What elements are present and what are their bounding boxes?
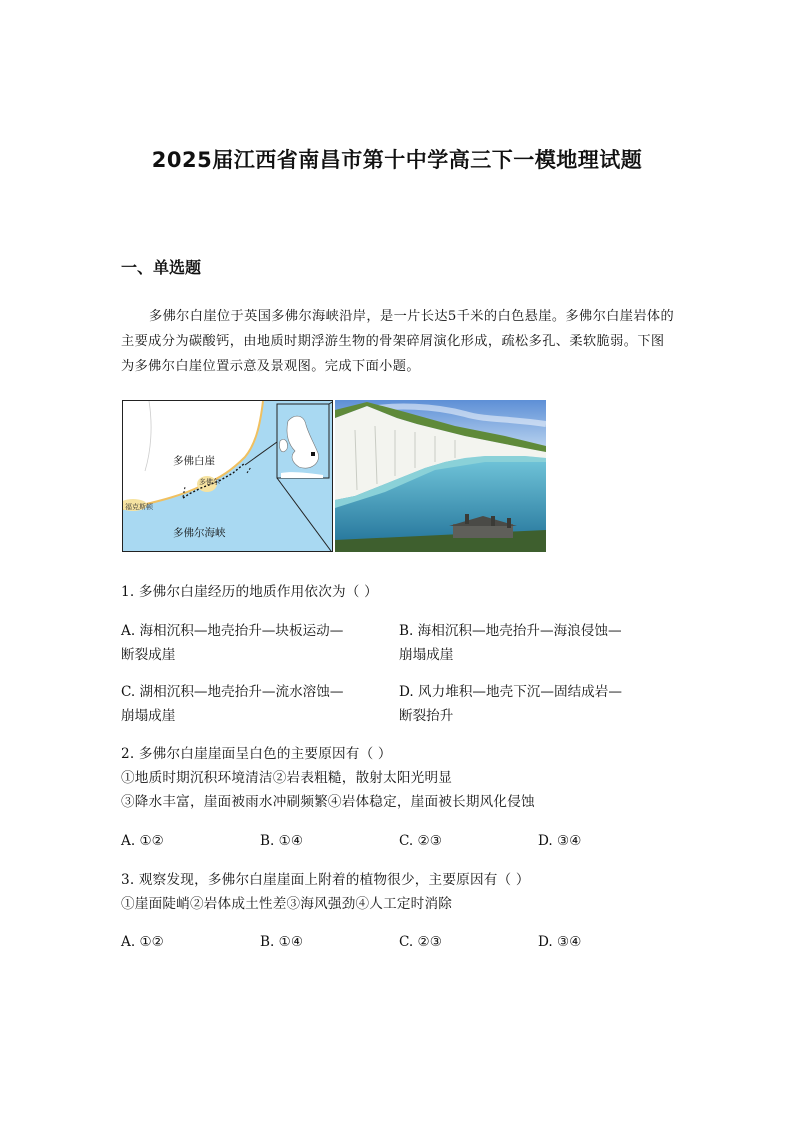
option-text-line2: 断裂抬升 — [399, 708, 454, 724]
map-label-strait: 多佛尔海峡 — [173, 527, 226, 539]
question-2-statement-line-1: ①地质时期沉积环境清洁②岩表粗糙，散射太阳光明显 — [121, 770, 453, 786]
question-2-option-c[interactable]: C. ②③ — [399, 833, 442, 849]
map-drawing — [123, 401, 333, 552]
question-1-option-a[interactable] — [121, 619, 396, 667]
question-3-stem: 3. 观察发现，多佛尔白崖崖面上附着的植物很少，主要原因有（ ） — [121, 872, 530, 888]
question-3-option-a[interactable]: A. ①② — [121, 934, 164, 950]
intro-paragraph: 多佛尔白崖位于英国多佛尔海峡沿岸，是一片长达5千米的白色悬崖。多佛尔白崖岩体的主要成分为碳酸钙，由地质时期浮游生物的骨架碎屑演化形成，疏松多孔、柔软脆弱。下图为多佛尔白崖位置示意及景观图。完成下面小题。 — [121, 309, 675, 374]
question-1-stem: 1. 多佛尔白崖经历的地质作用依次为（ ） — [121, 584, 378, 600]
option-text-line1: B. 海相沉积—地壳抬升—海浪侵蚀— — [399, 623, 622, 639]
option-text-line1: D. 风力堆积—地壳下沉—固结成岩— — [399, 684, 622, 700]
question-2-option-b[interactable]: B. ①④ — [260, 833, 304, 849]
question-3-statement-line-1: ①崖面陡峭②岩体成土性差③海风强劲④人工定时消除 — [121, 896, 453, 912]
question-1-options-row-2 — [121, 680, 681, 728]
map-label-cliff: 多佛白崖 — [173, 455, 215, 467]
question-1-option-d[interactable] — [399, 680, 674, 728]
question-1-option-c[interactable] — [121, 680, 396, 728]
map-label-town: 多佛尔 — [199, 478, 220, 486]
question-3-option-d[interactable]: D. ③④ — [538, 934, 582, 950]
question-3-option-b[interactable]: B. ①④ — [260, 934, 304, 950]
question-1-option-b[interactable] — [399, 619, 674, 667]
question-2-statement-line-2: ③降水丰富，崖面被雨水冲刷频繁④岩体稳定，崖面被长期风化侵蚀 — [121, 794, 535, 810]
option-text-line2: 崩塌成崖 — [121, 708, 176, 724]
location-map — [122, 400, 333, 552]
question-3-option-c[interactable]: C. ②③ — [399, 934, 442, 950]
map-label-left-town: 福克斯顿 — [125, 503, 153, 511]
option-text-line1: C. 湖相沉积—地壳抬升—流水溶蚀— — [121, 684, 344, 700]
question-2-stem: 2. 多佛尔白崖崖面呈白色的主要原因有（ ） — [121, 746, 392, 762]
question-2-option-a[interactable]: A. ①② — [121, 833, 164, 849]
question-2-option-d[interactable]: D. ③④ — [538, 833, 582, 849]
cliff-photo — [335, 400, 546, 552]
option-text-line1: A. 海相沉积—地壳抬升—块板运动— — [121, 623, 344, 639]
page-title: 2025届江西省南昌市第十中学高三下一模地理试题 — [151, 148, 643, 172]
cliff-photo-drawing — [335, 400, 546, 552]
section-heading: 一、单选题 — [121, 258, 202, 277]
question-1-options-row-1 — [121, 619, 681, 667]
figure — [122, 400, 546, 552]
option-text-line2: 断裂成崖 — [121, 647, 176, 663]
option-text-line2: 崩塌成崖 — [399, 647, 454, 663]
